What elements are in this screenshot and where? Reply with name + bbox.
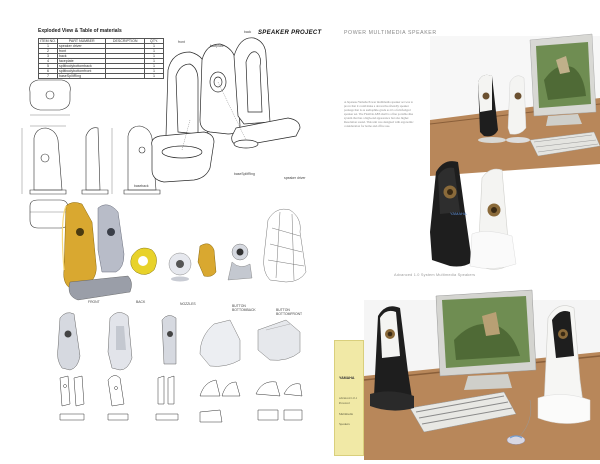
brochure-body-text: A Japanese Yamaha Power multimedia speaker set was to prove that it could make a decorative-friendly speaker package that is as audiophile-grade as it's a full-fledged speaker set. The Flexible ABS shell is a fine portable-like system that has a high-end appearance but also higher Resolution sound. This unit was designed with ergonomic consideration for home and office use. (344, 100, 414, 128)
cell-part-number: baseSplitRing (57, 74, 105, 79)
label-nozzles: NOZZLES (180, 302, 196, 306)
cell-part-number: back (57, 54, 105, 59)
top-view-drawing (30, 80, 71, 115)
tag-line-2: Powered (339, 401, 350, 405)
callout-split-ring: baseSplitRing (234, 172, 255, 176)
desk-scene-top (430, 34, 600, 176)
exploded-assembly-drawing (152, 38, 300, 182)
detail-drawings-row (60, 375, 302, 422)
cell-part-number: speaker driver (57, 44, 105, 49)
cell-item-no: 7 (39, 74, 58, 79)
cell-part-number: front (57, 49, 105, 54)
callout-faceplate: faceplate (210, 44, 224, 48)
label-front: FRONT (88, 300, 100, 304)
tag-line-3: Multimedia (339, 412, 353, 416)
cell-item-no: 2 (39, 49, 58, 54)
header-part-number: PART NUMBER (57, 39, 105, 44)
hero-speakers (430, 161, 516, 269)
label-back: BACK (136, 300, 146, 304)
cell-item-no: 6 (39, 69, 58, 74)
header-description: DESCRIPTION (106, 39, 145, 44)
project-title: SPEAKER PROJECT (258, 30, 322, 36)
product-caption: Advanced 1.0 System Multimedia Speakers (394, 273, 476, 277)
rendered-parts-row (62, 202, 306, 300)
cell-item-no: 3 (39, 54, 58, 59)
cell-qty: 1 (145, 54, 164, 59)
front-view-drawing (22, 126, 66, 194)
tag-line-4: Speakers (339, 422, 350, 426)
desk-scene-bottom (364, 290, 600, 460)
cell-part-number: splitbodybottomback (57, 64, 105, 69)
brochure-sheet (334, 0, 600, 464)
cell-part-number: faceplate (57, 59, 105, 64)
cell-item-no: 4 (39, 59, 58, 64)
cell-qty: 1 (145, 59, 164, 64)
cell-qty: 1 (145, 74, 164, 79)
brochure-title: POWER MULTIMEDIA SPEAKER (344, 30, 437, 36)
callout-base-back: baseback (134, 184, 149, 188)
yamaha-tag-panel (334, 340, 364, 456)
cell-qty: 1 (145, 69, 164, 74)
label-bottom-front: BUTTON BOTTOMFRONT (276, 308, 303, 316)
speaker-logo-text: YAMAHA (450, 211, 467, 216)
cell-item-no: 5 (39, 64, 58, 69)
callout-front: front (178, 40, 185, 44)
callout-driver: speaker driver (284, 176, 306, 180)
side-view-drawing (82, 128, 112, 194)
tag-line-1: advanced 1.0.1 (339, 396, 358, 400)
product-renders (334, 0, 600, 464)
cell-qty: 1 (145, 49, 164, 54)
cell-item-no: 1 (39, 44, 58, 49)
part-views-row (58, 312, 301, 370)
header-qty: QTY. (145, 39, 164, 44)
sheet-title: Exploded View & Table of materials (38, 28, 122, 34)
cell-part-number: splitbodybottomfront (57, 69, 105, 74)
label-bottom-back: BUTTON BOTTOMBACK (232, 304, 256, 312)
cell-qty: 1 (145, 64, 164, 69)
callout-back: back (244, 30, 252, 34)
tag-brand-logo: YAMAHA (339, 376, 355, 380)
cell-qty: 1 (145, 44, 164, 49)
header-item-no: ITEM NO. (40, 39, 56, 43)
